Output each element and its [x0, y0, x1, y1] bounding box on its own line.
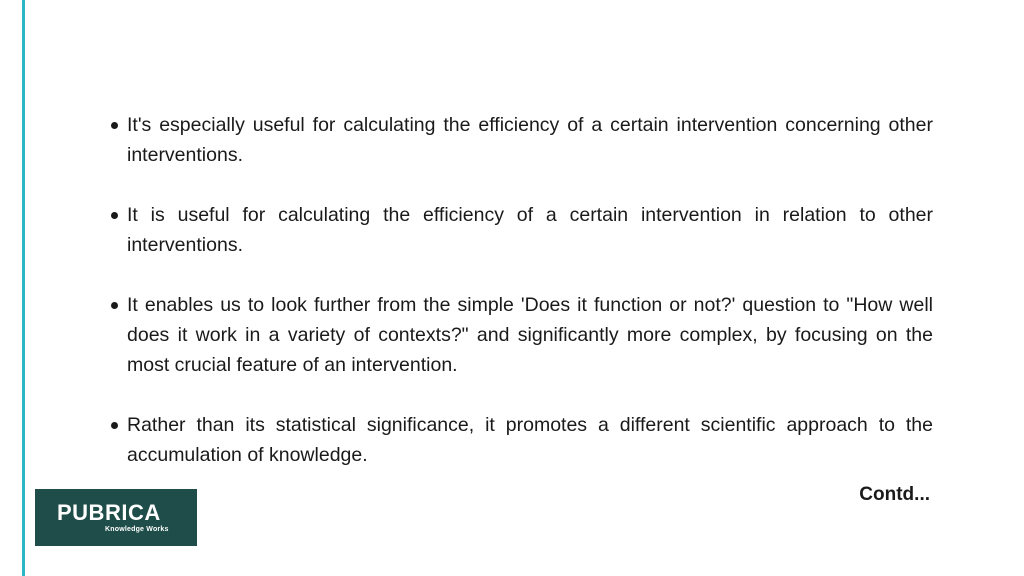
left-accent-bar	[22, 0, 25, 576]
bullet-text-4: Rather than its statistical significance, it promotes a different scientific approach to the accumulation of knowledge.	[127, 414, 933, 466]
bullet-item-3	[108, 290, 933, 380]
bullet-text-2: It is useful for calculating the efficiency of a certain intervention in relation to other interventions.	[127, 204, 933, 256]
logo-wordmark: PUBRICA	[57, 500, 161, 525]
bullet-dot-icon	[111, 122, 118, 129]
bullet-list	[108, 110, 933, 470]
logo-tagline: Knowledge Works	[105, 526, 169, 533]
bullet-item-4	[108, 410, 933, 470]
continued-label: Contd...	[859, 484, 930, 505]
bullet-text-3: It enables us to look further from the simple 'Does it function or not?' question to "How well does it work in a variety of contexts?" and significantly more complex, by focusing on the most crucial feature of an intervention.	[127, 294, 933, 376]
bullet-dot-icon	[111, 302, 118, 309]
bullet-text-1: It's especially useful for calculating the efficiency of a certain intervention concerning other interventions.	[127, 114, 933, 166]
bullet-item-2	[108, 200, 933, 260]
bullet-dot-icon	[111, 422, 118, 429]
bullet-item-1	[108, 110, 933, 170]
pubrica-logo	[35, 489, 197, 546]
bullet-dot-icon	[111, 212, 118, 219]
